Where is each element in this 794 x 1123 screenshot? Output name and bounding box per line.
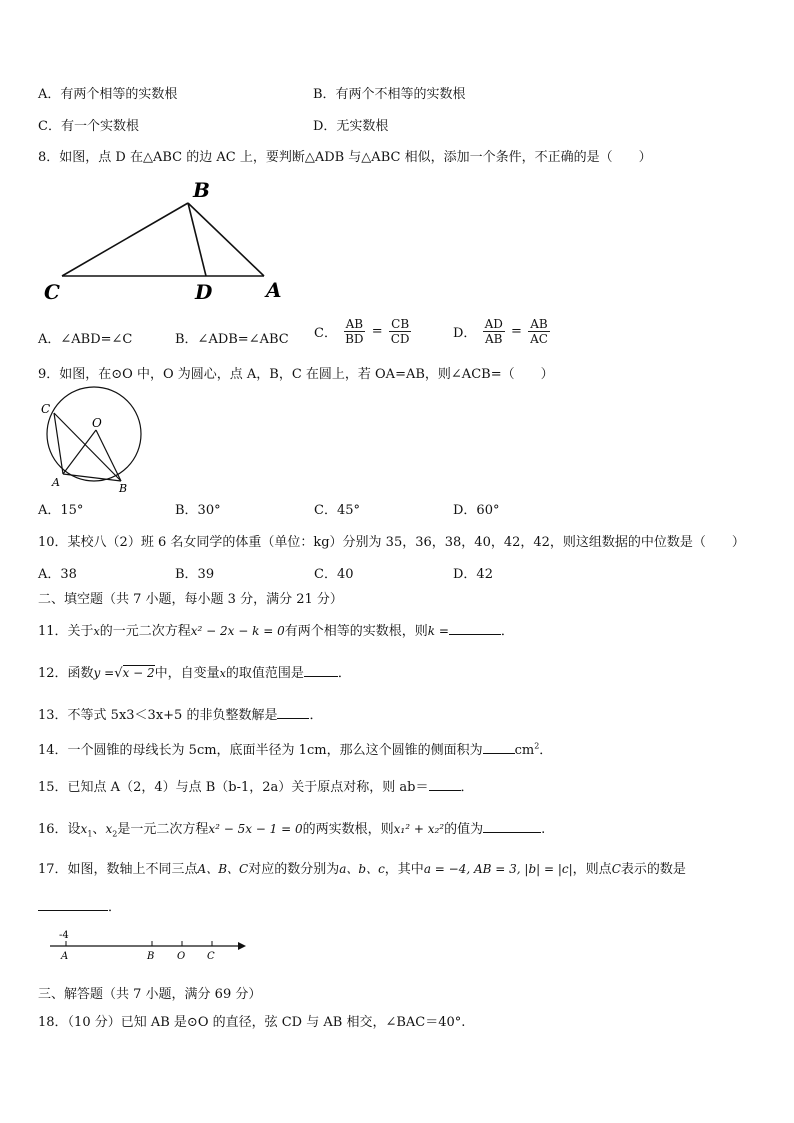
q8-stem: 8．如图，点 D 在△ABC 的边 AC 上，要判断△ADB 与△ABC 相似，添加一个条件，不正确的是（ ） [38,150,652,165]
q8-option-a: A．∠ABD=∠C [38,332,133,347]
q17-answer-blank[interactable] [38,898,108,911]
q8-option-d: D． $\frac{AD}{AB}$ = $\frac{AB}{AC}$ [453,317,548,346]
q8-triangle-figure [38,176,298,304]
q16-equation: x² − 5x − 1 = 0 [208,822,303,836]
q8-label-d: D [195,280,213,304]
q8-option-d-frac2: $\frac{AB}{AC}$ [530,317,548,346]
q9-option-d: D．60° [453,503,500,518]
q17-label-o: O [177,951,186,962]
q8-option-b: B．∠ADB=∠ABC [175,332,289,347]
q9-stem: 9．如图，在⊙O 中，O 为圆心，点 A，B，C 在圆上，若 OA=AB，则∠ACB=（ ） [38,367,554,382]
section-3-heading: 三、解答题（共 7 小题，满分 69 分） [38,987,262,1002]
q10-option-c: C．40 [314,567,354,582]
q11: 11．关于x的一元二次方程x² − 2x − k = 0有两个相等的实数根，则k = ． [38,624,514,639]
q9-label-a: A [52,476,60,489]
q14: 14．一个圆锥的母线长为 5cm，底面半径为 1cm，那么这个圆锥的侧面积为 $cm^2$． [38,741,553,758]
q9-option-a: A．15° [38,503,84,518]
q17-answer-line: ． [38,896,121,915]
q11-equation: x² − 2x − k = 0 [190,624,285,638]
q13-answer-blank[interactable] [277,706,309,719]
q17-number-line [46,926,256,964]
q8-option-c-frac2: $\frac{CB}{CD}$ [390,317,410,346]
q8-option-c: C． $\frac{AB}{BD}$ = $\frac{CB}{CD}$ [314,317,410,346]
q8-label-b: B [193,178,210,202]
q8-label-c: C [44,280,60,304]
q9-option-b: B．30° [175,503,221,518]
q17-label-a: A [61,951,69,962]
q7-option-b: B．有两个不相等的实数根 [313,87,466,102]
section-2-heading: 二、填空题（共 7 小题，每小题 3 分，满分 21 分） [38,592,343,607]
q12-answer-blank[interactable] [304,664,338,677]
q15-answer-blank[interactable] [429,778,461,791]
q9-label-c: C [41,402,51,416]
q12: 12．函数y =√x − 2中，自变量x的取值范围是 ． [38,666,351,681]
q9-label-o: O [92,416,102,430]
q9-option-c: C．45° [314,503,360,518]
q14-answer-blank[interactable] [483,741,515,754]
q17: 17．如图，数轴上不同三点A、B、C对应的数分别为a、b、c，其中a = −4, AB = 3, |b| = |c|，则点C表示的数是 [38,862,686,877]
q7-option-d: D．无实数根 [313,119,389,134]
q18-stem: 18．（10 分）已知 AB 是⊙O 的直径，弦 CD 与 AB 相交，∠BAC＝40°. [38,1015,466,1030]
q7-option-c: C．有一个实数根 [38,119,139,134]
q12-sqrt-expression: x − 2 [122,666,155,680]
q11-answer-blank[interactable] [449,622,501,635]
q16: 16．设$x_1$、$x_2$是一元二次方程x² − 5x − 1 = 0的两实数根，则x₁² + x₂²的值为 . [38,822,546,839]
q15: 15．已知点 A（2，4）与点 B（b-1，2a）关于原点对称，则 ab＝ ． [38,780,474,795]
q10-stem: 10．某校八（2）班 6 名女同学的体重（单位：kg）分别为 35，36，38，40，42，42，则这组数据的中位数是（ ） [38,535,745,550]
q13: 13．不等式 5x3＜3x+5 的非负整数解是 ． [38,708,323,723]
q10-option-d: D．42 [453,567,493,582]
q7-option-a: A．有两个相等的实数根 [38,87,178,102]
q10-option-b: B．39 [175,567,215,582]
q9-circle-figure [38,386,150,494]
q8-option-d-frac1: $\frac{AD}{AB}$ [484,317,503,346]
q17-label-b: B [147,951,155,962]
q9-label-b: B [119,482,128,494]
q8-option-c-frac1: $\frac{AB}{BD}$ [345,317,364,346]
q17-label-c: C [207,951,215,962]
q16-answer-blank[interactable] [483,820,541,833]
q16-expression: x₁² + x₂² [393,822,445,836]
q17-tick-number: -4 [59,930,69,941]
q8-label-a: A [266,278,282,302]
q10-option-a: A．38 [38,567,77,582]
q17-condition: a = −4, AB = 3, |b| = |c| [423,862,573,876]
